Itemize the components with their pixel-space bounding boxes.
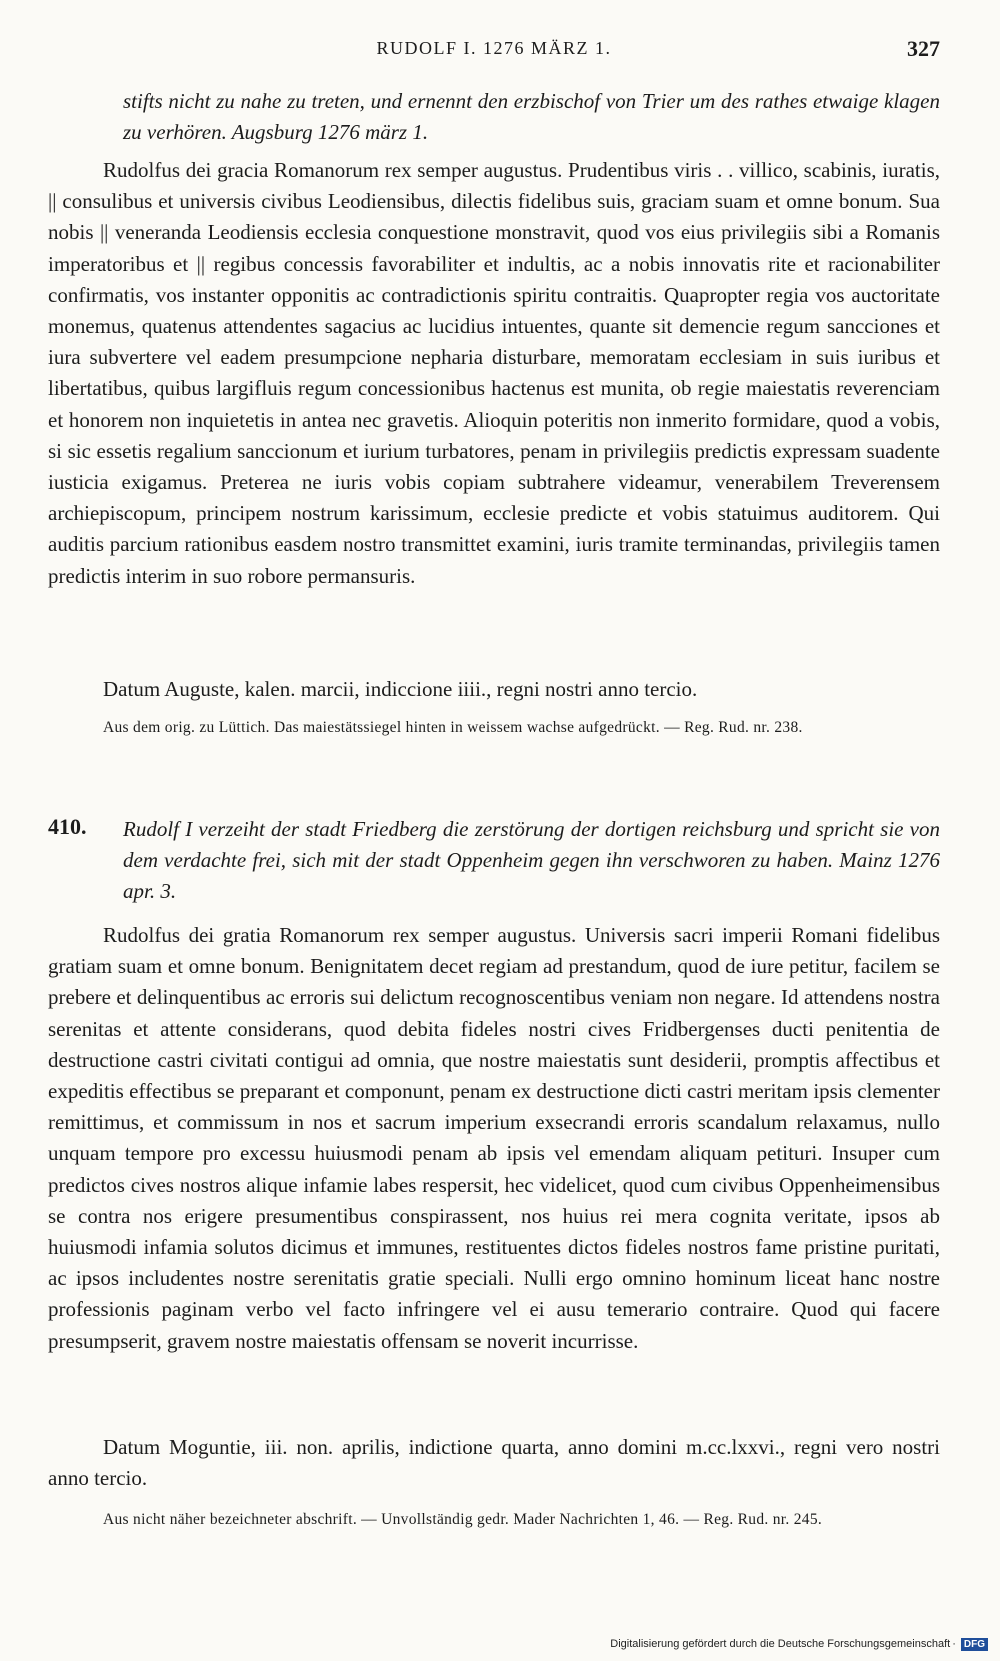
document-page [48, 0, 940, 1661]
digitization-credit: Digitalisierung gefördert durch die Deutsche Forschungsgemeinschaft · DFG [610, 1638, 988, 1651]
page-number: 327 [907, 36, 940, 61]
entry-409-source-note: Aus dem orig. zu Lüttich. Das maiestätssiegel hinten in weissem wachse aufgedrückt. — Reg. Rud. nr. 238. [103, 719, 803, 736]
entry-410-summary: Rudolf I verzeiht der stadt Friedberg die zerstörung der dortigen reichsburg und spricht sie von dem verdachte frei, sich mit der stadt Oppenheim gegen ihn verschworen zu haben. Mainz 1276 apr. 3. [123, 817, 940, 903]
entry-410-dating: Datum Moguntie, iii. non. aprilis, indictione quarta, anno domini m.cc.lxxvi., regni vero nostri anno tercio. [48, 1435, 940, 1491]
running-title: RUDOLF I. 1276 MÄRZ 1. [376, 38, 612, 58]
credit-text: Digitalisierung gefördert durch die Deutsche Forschungsgemeinschaft [610, 1638, 951, 1650]
entry-409-summary-continuation: stifts nicht zu nahe zu treten, und ernennt den erzbischof von Trier um des rathes etwaige klagen zu verhören. Augsburg 1276 märz 1. [123, 89, 940, 144]
dfg-logo: DFG [961, 1638, 988, 1651]
entry-409-body: Rudolfus dei gracia Romanorum rex semper augustus. Prudentibus viris . . villico, scabinis, iuratis, || consulibus et universis civibus Leodiensibus, dilectis fidelibus suis, graciam suam et omne bonum. Sua nobis || veneranda Leodiensis ecclesia conquestione monstravit, quod vos eius privilegiis sibi a Romanis imperatoribus et || regibus concessis favorabiliter et indultis, ac a nobis innovatis rite et racionabiliter confirmatis, vos instanter opponitis ac contradictionis spiritu contraitis. Quapropter regia vos auctoritate monemus, quatenus attendentes sagacius ac lucidius intuentes, quante sit demencie regum sancciones et iura subvertere vel eadem presumpcione nepharia disturbare, memoratam ecclesiam in suis iuribus et libertatibus, quibus largifluis regum concessionibus hactenus est munita, ob regie maiestatis reverenciam et honorem non inquietetis in antea nec gravetis. Alioquin poteritis non inmerito formidare, quod a vobis, si sic essetis regalium sanccionum et iurium turbatores, penam in privilegiis predictis expressam suadente iusticia exigamus. Preterea ne iuris vobis copiam subtrahere videamur, venerabilem Treverensem archiepiscopum, principem nostrum karissimum, ecclesie predicte et vobis statuimus auditorem. Qui auditis parcium rationibus easdem nostro transmittet examini, iuris tramite terminandas, privilegiis tamen predictis interim in suo robore permansuris. [48, 158, 940, 588]
entry-number: 410. [48, 814, 87, 839]
entry-410-source-note: Aus nicht näher bezeichneter abschrift. — Unvollständig gedr. Mader Nachrichten 1, 46. — Reg. Rud. nr. 245. [103, 1511, 823, 1528]
entry-410-body: Rudolfus dei gratia Romanorum rex semper augustus. Universis sacri imperii Romani fidelibus gratiam suam et omne bonum. Benignitatem decet regiam ad prestandum, quod de iure petitur, facilem se prebere et delinquentibus ac erroris sui delictum recognoscentibus veniam non negare. Id attendens nostra serenitas et attente considerans, quod debita fideles nostri cives Fridbergenses ducti penitentia de destructione castri civitati contigui ad omnia, que nostre maiestatis sunt desiderii, promptis affectibus et expeditis effectibus se preparant et componunt, penam ex destructione dicti castri meritam ipsis clementer remittimus, et commissum in nos et sacrum imperium exsecrandi erroris scandalum relaxamus, nullo unquam tempore pro excessu huiusmodi penam ab ipsis vel emendam aliquam petituri. Insuper cum predictos cives nostros alique infamie labes respersit, hec videlicet, quod cum civibus Oppenheimensibus se contra nos erigere presumentibus conspirassent, nos huius rei mera cognita veritate, ipsos ab huiusmodi infamia solutos dicimus et immunes, restituentes dictos fideles nostros fame pristine puritati, ac ipsos includentes nostre serenitatis gratie speciali. Nulli ergo omnino hominum liceat hanc nostre professionis paginam verbo vel facto infringere vel ei ausu temerario contraire. Quod qui facere presumpserit, gravem nostre maiestatis offensam se noverit incurrisse. [48, 923, 940, 1353]
running-head [48, 36, 940, 66]
entry-409-dating: Datum Auguste, kalen. marcii, indiccione iiii., regni nostri anno tercio. [103, 677, 698, 701]
